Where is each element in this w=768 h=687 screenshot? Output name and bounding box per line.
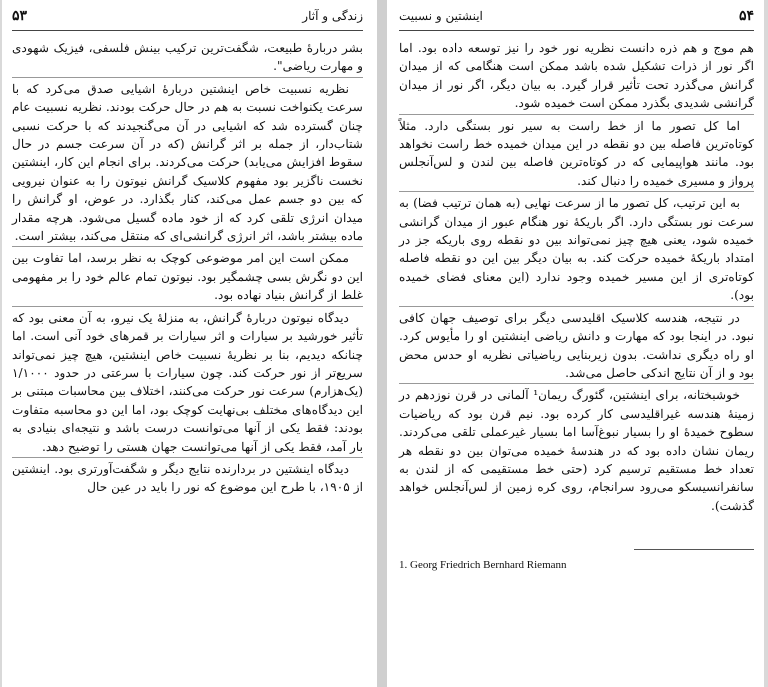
right-paragraph-5: خوشبختانه، برای اینشتین، گئورگ ریمان¹ آلمانی در قرن نوزدهم در زمینهٔ هندسه غیراقلیدسی کار کرده بود. نیم قرن بود که ریاضیات سطوح خمیدهٔ او را بسیار نبوغ‌آسا اما بسیار غیرعملی تلقی می‌کردند. ریمان نشان داده بود که در هندسهٔ خمیده می‌توان بین دو نقطه هر تعداد خط مستقیم ترسیم کرد (حتی خط مستقیمی که از لندن به سانفرانسیسکو می‌رود سرانجام، روی کره زمین از لس‌آنجلس خواهد گذشت). (399, 383, 754, 515)
right-page-header (399, 8, 754, 31)
left-page-number: ۵۳ (12, 8, 28, 24)
left-paragraph-3: ممکن است این امر موضوعی کوچک به نظر برسد، اما تفاوت بین این دو نگرش بسی چشمگیر بود. نیوتون تمام عالم خود را بر مفهومی غلط از گرانش بنیاد نهاده بود. (12, 246, 363, 304)
right-page-number: ۵۴ (738, 8, 754, 24)
left-paragraph-4: دیدگاه نیوتون دربارهٔ گرانش، به منزلهٔ یک نیرو، به آن معنی بود که تأثیر خورشید بر سیارات و اثر سیارات بر قمرهای خود آنی است. اما چنانکه دیدیم، بنا بر نظریهٔ نسبیت خاص اینشتین، هیچ چیز نمی‌تواند سریع‌تر از نور حرکت کند. چون سیارات با سرعتی در حدود ۱/۱۰۰۰ (یک‌هزارم) سرعت نور حرکت می‌کنند، اختلاف بین محاسبات مبتنی بر این دیدگاه‌های مختلف بی‌نهایت کوچک بود، اما این دو محاسبه متفاوت بودند: فقط یکی از آنها می‌توانست درست باشد و نتیجه‌ای بنیادی به بار آمد، فقط یکی از آنها می‌توانست جهان هستی را توضیح دهد. (12, 306, 363, 456)
right-page (387, 0, 764, 687)
left-page-header (12, 8, 363, 31)
right-paragraph-2: اما کل تصور ما از خط راست به سیر نور بستگی دارد. مثلاً کوتاه‌ترین فاصله بین دو نقطه در این میدان خمیده خط راست نخواهد بود. مانند هواپیمایی که در کوتاه‌ترین فاصله بین لندن و لس‌آنجلس پرواز و مسیری خمیده را دنبال کند. (399, 114, 754, 191)
left-paragraph-2: نظریه نسبیت خاص اینشتین دربارهٔ اشیایی صدق می‌کرد که با سرعت یکنواخت نسبت به هم در حال حرکت بودند. نظریه نسبیت عام چنان گسترده شد که اشیایی در آن می‌گنجیدند که با حرکت نسبی شتاب‌دار، از جمله بر اثر گرانش (که در آن سرعت جسم در حال سقوط افزایش می‌یابد) حرکت می‌کردند. برای انجام این کار، اینشتین نخست ناگزیر بود مفهوم کلاسیک گرانش نیوتون را به عنوان نیرویی که بین دو جسم عمل می‌کند، کنار بگذارد. در عوض، او گرانش را میدان انرژی تلقی کرد که از خود ماده گسیل می‌شود. هرچه مقدار ماده بیشتر باشد، اثر انرژی گرانشی‌ای که منتقل می‌کند، بیشتر است. (12, 77, 363, 246)
right-running-title: اینشتین و نسبیت (399, 9, 483, 23)
left-running-title: زندگی و آثار (302, 9, 363, 23)
left-page (2, 0, 377, 687)
left-page-body (12, 39, 363, 497)
footnote-divider (634, 549, 754, 550)
right-paragraph-1: هم موج و هم ذره دانست نظریه نور خود را نیز توسعه داده بود. اما اگر نور از ذرات تشکیل شده باشد ممکن است هنگامی که از میدان گرانش می‌گذرد تحت تأثیر قرار گیرد. به بیان دیگر، اگر نور از میدان گرانشی شدیدی بگذرد ممکن است خمیده شود. (399, 41, 754, 111)
left-paragraph-1: بشر دربارهٔ طبیعت، شگفت‌ترین ترکیب بینش فلسفی، فیزیک شهودی و مهارت ریاضی". (12, 41, 363, 74)
right-paragraph-3: به این ترتیب، کل تصور ما از سرعت نهایی (به همان ترتیب فضا) به سرعت نور بستگی دارد. اگر باریکهٔ نور هنگام عبور از میدان گرانشی خمیده شود، یعنی هیچ چیز نمی‌تواند بین دو نقطه روی باریکه جز در امتداد باریکهٔ خمیده حرکت کند. به بیان دیگر بین این دو نقطه فاصله کوتاه‌تری از این مسیر خمیده وجود ندارد (این معنای فضای خمیده بود). (399, 191, 754, 304)
left-paragraph-5: دیدگاه اینشتین در بردارنده نتایج دیگر و شگفت‌آورتری بود. اینشتین از ۱۹۰۵، با طرح این موضوع که نور را باید در عین حال (12, 457, 363, 497)
right-page-body (399, 39, 754, 575)
footnote: 1. Georg Friedrich Bernhard Riemann (399, 559, 567, 572)
right-paragraph-4: در نتیجه، هندسه کلاسیک اقلیدسی دیگر برای توصیف جهان کافی نبود. در اینجا بود که مهارت و دانش ریاضی اینشتین او را مأیوس کرد. او راه دیگری نداشت. بدون زیربنایی ریاضیاتی نظریه او حدس محض بود و از آن نتایج اندکی حاصل می‌شد. (399, 306, 754, 383)
book-gutter (377, 0, 387, 687)
